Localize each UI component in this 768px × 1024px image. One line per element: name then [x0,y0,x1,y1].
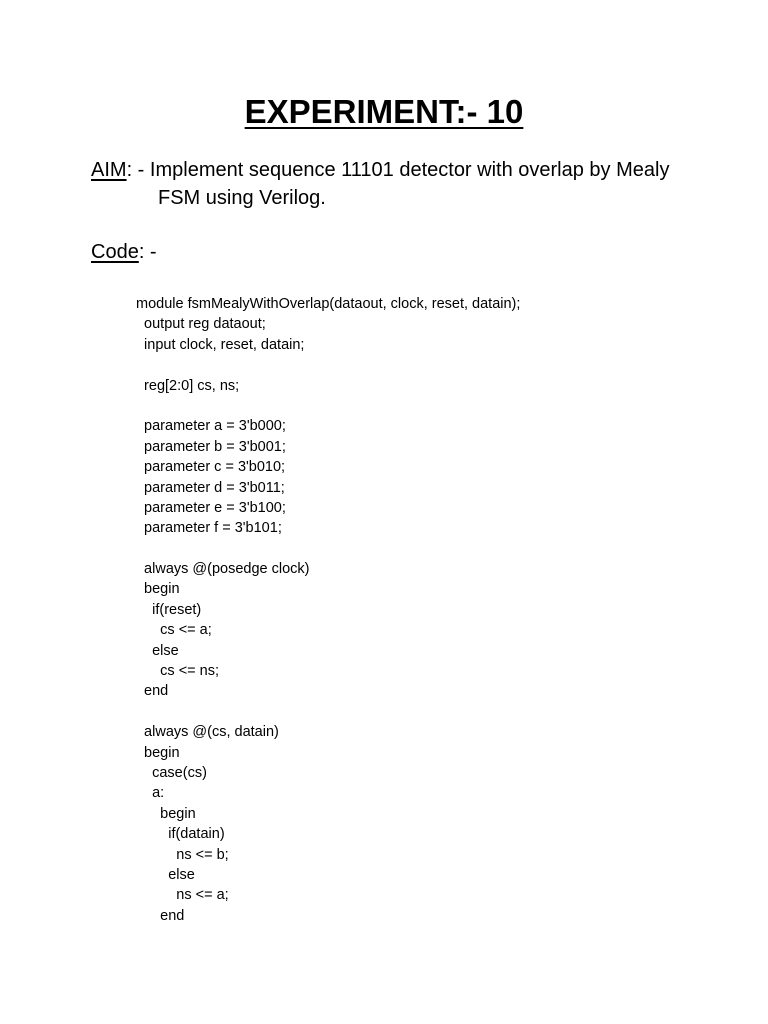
code-line: cs <= a; [136,622,212,639]
code-line: a: [136,785,165,802]
code-line: begin [136,805,196,822]
code-line: parameter c = 3'b010; [136,459,286,476]
code-line: if(datain) [136,826,225,843]
code-line [136,539,520,559]
code-line: parameter a = 3'b000; [136,418,286,435]
code-line: parameter d = 3'b011; [136,479,285,496]
code-line: reg[2:0] cs, ns; [136,377,240,394]
code-line [136,355,520,375]
code-line: output reg dataout; [136,316,266,333]
code-line: else [136,866,195,883]
code-heading [91,238,157,266]
code-line [136,396,520,416]
code-line [136,702,520,722]
aim-label: AIM [91,159,127,181]
code-line: parameter e = 3'b100; [136,499,286,516]
page-title [0,92,768,132]
code-line: case(cs) [136,764,207,781]
aim-text-line1: Implement sequence 11101 detector with overlap by Mealy [149,159,670,181]
code-line: cs <= ns; [136,663,220,680]
code-line: parameter f = 3'b101; [136,520,282,537]
aim-text-line2: FSM using Verilog. [158,187,326,209]
code-line: input clock, reset, datain; [136,336,305,353]
code-label: Code [91,241,139,263]
code-line: module fsmMealyWithOverlap(dataout, clock, reset, datain); [136,296,521,312]
aim-separator: : - [126,159,150,181]
code-line: end [136,683,169,700]
code-block [136,294,520,926]
code-line: else [136,642,179,659]
code-line: ns <= b; [136,846,229,863]
code-line: begin [136,744,180,761]
code-line: always @(posedge clock) [136,561,310,578]
code-line: end [136,907,185,924]
code-line: begin [136,581,180,598]
title-text: EXPERIMENT:- 10 [244,93,524,130]
code-line: parameter b = 3'b001; [136,438,286,455]
code-label-suffix: : - [138,241,157,263]
code-line: always @(cs, datain) [136,724,279,741]
aim-paragraph [91,156,701,212]
code-line: ns <= a; [136,887,229,904]
code-line: if(reset) [136,601,202,618]
